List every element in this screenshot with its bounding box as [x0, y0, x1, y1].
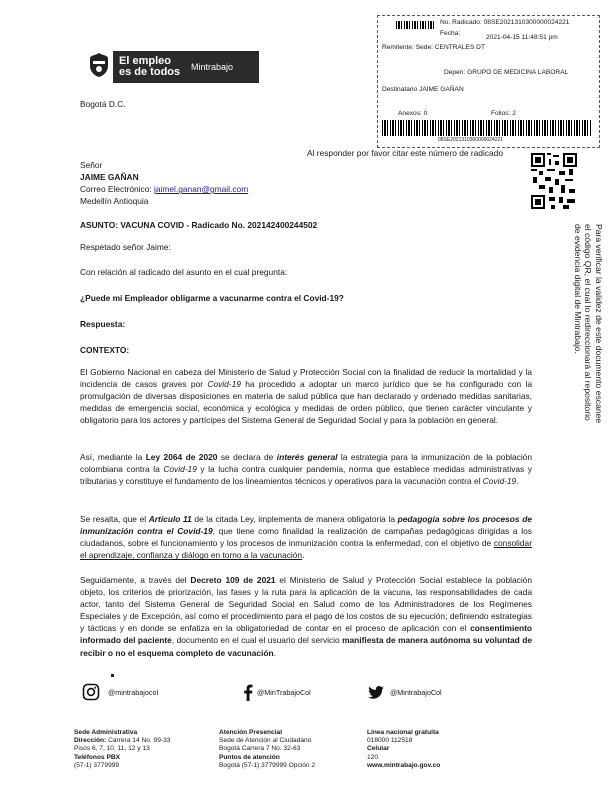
footer-col2-line3: Bogotá (57-1) 3779999 Opción 2 — [219, 761, 316, 769]
footer-puntos: Puntos de atención — [219, 753, 280, 761]
mark-dot — [111, 674, 114, 677]
footer-tel-label: Teléfonos PBX — [74, 753, 121, 761]
p2-interes: interés general — [276, 452, 338, 462]
verification-note — [546, 224, 604, 454]
question: ¿Puede mi Empleador obligarme a vacunarme contra el Covid-19? — [80, 293, 344, 303]
barcode-text: 08SE2021310300000024221 — [438, 137, 504, 143]
citar-note: Al responder por favor citar este número de radicado — [307, 148, 503, 158]
p1-text-a: El Gobierno Nacional en cabeza del Ministerio de Salud y Protección Social con la finalidad de reducir la mortalidad y la incidencia de casos graves por — [80, 367, 532, 390]
folios-label: Folios: — [491, 110, 511, 117]
letter-place: Bogotá D.C. — [80, 99, 126, 109]
footer-dir-value: Carrera 14 No. 99-33 — [108, 737, 171, 745]
footer-col1-title: Sede Administrativa — [74, 729, 138, 736]
p4-text-d: . — [273, 647, 276, 658]
fecha-value: 2021-04-15 11:48:51 pm — [486, 34, 558, 41]
verification-line-1: Para verificar la validez de este documento escanee — [594, 224, 604, 424]
email-label: Correo Electrónico: — [80, 184, 152, 195]
twitter-icon — [368, 686, 384, 699]
respuesta-heading: Respuesta: — [80, 319, 126, 329]
anexos-value: 0 — [423, 110, 428, 117]
p3-text-d: . — [302, 550, 305, 561]
p2-covid-1: Covid-19 — [163, 464, 197, 475]
p3-underlined: consolidar el aprendizaje, confianza y diálogo en torno a la vacunación — [80, 538, 532, 561]
p3-articulo: Artículo 11 — [148, 514, 192, 524]
verification-line-2: el código QR, el cual lo redireccionará al repositorio — [583, 224, 594, 421]
radicado-label: No. Radicado: — [440, 19, 482, 26]
p4-decreto: Decreto 109 de 2021 — [190, 575, 276, 585]
twitter-handle: @MintrabajoCol — [390, 688, 442, 697]
facebook-link[interactable] — [243, 684, 311, 701]
p2-text-a: Así, mediante la — [80, 452, 146, 462]
footer-col2-line1: Sede de Atención al Ciudadano — [219, 737, 312, 745]
radicado-value: 08SE2021310300000024221 — [483, 19, 570, 26]
p2-text-d: y la lucha contra cualquier pandemia, norma que establece medidas administrativas y tributarias y constituye el fundamento de los lineamientos técnicos y operativos para la vacunación contra el — [80, 464, 532, 487]
brand-slogan: El empleo es de todos — [119, 55, 181, 78]
footer-col2-title: Atención Presencial — [219, 729, 283, 736]
contexto-heading: CONTEXTO: — [80, 345, 130, 355]
p1-covid: Covid-19 — [207, 379, 241, 390]
radicado-stamp — [377, 15, 600, 148]
footer-tel-value: (57-1) 3779999 — [74, 761, 120, 769]
recipient-name: JAIME GAÑAN — [80, 172, 139, 183]
instagram-link[interactable] — [82, 683, 158, 701]
paragraph-4 — [80, 574, 532, 659]
footer-web-link[interactable]: www.mintrabajo.gov.co — [367, 761, 441, 769]
facebook-handle: @MinTrabajoCol — [257, 688, 311, 697]
footer-dir-label: Dirección: — [74, 737, 107, 745]
recipient-city: Medellín Antioquia — [80, 196, 149, 207]
stamp-small-barcode — [396, 21, 436, 29]
salutation-line: Señor — [80, 160, 103, 170]
greeting: Respetado señor Jaime: — [80, 242, 171, 252]
remitente: Remitente: Sede: CENTRALES DT — [382, 44, 485, 51]
colombia-crest-icon — [88, 52, 110, 78]
paragraph-2 — [80, 451, 532, 487]
footer-col3-line1: 018000 112518 — [367, 737, 413, 745]
p4-consentimiento: consentimiento informado del paciente — [80, 623, 532, 646]
email-link[interactable]: jaimel.ganan@gmail.com — [154, 184, 249, 195]
intro-text: Con relación al radicado del asunto en el cual pregunta: — [80, 267, 288, 277]
verification-line-3: de evidencia digital de Mintrabajo. — [573, 224, 583, 354]
p3-pedagogia: pedagogía sobre los procesos de inmunización contra el Covid-19 — [80, 514, 532, 537]
facebook-icon — [243, 684, 253, 701]
anexos-label: Anexos: — [398, 110, 422, 117]
p4-text-b: el Ministerio de Salud y Protección Social establece la población objeto, los criterios de priorización, las fases y la ruta para la aplicación de la vacuna, las responsabilidades de cada actor, tanto del Sistema General de Seguridad Social en Salud como de los Administradores de los Regímenes Especiales y de Excepción, así como el procedimiento para el pago de los costos de su ejecución; definiendo estrategias y tácticas y en donde se enfatiza en la obligatoriedad de contar en el proceso de aplicación con el — [80, 575, 532, 634]
instagram-handle: @mintrabajocol — [108, 687, 159, 697]
p4-text-c: , documento en el cual el usuario del servicio — [171, 635, 343, 646]
p4-manifiesta: manifiesta de manera autónoma su voluntad de recibir o no el esquema completo de vacunación — [80, 635, 532, 658]
fecha-label: Fecha: — [440, 30, 461, 37]
p3-text-b: de la citada Ley, implementa de manera obligatoria la — [191, 514, 398, 524]
footer-pisos: Pisos 6, 7, 10, 11, 12 y 13 — [74, 745, 150, 753]
footer-sede-administrativa — [74, 729, 170, 770]
p3-text-a: Se resalta, que el — [80, 514, 149, 524]
destinatario: Destinatario JAIME GAÑAN — [382, 86, 464, 93]
radicado-barcode — [382, 120, 592, 136]
footer-col3-title: Línea nacional gratuita — [367, 729, 439, 736]
footer-atencion-presencial — [219, 729, 315, 770]
qr-code[interactable] — [531, 153, 577, 209]
footer-celular: Celular — [367, 745, 390, 753]
folios-value: 2 — [512, 110, 516, 117]
p2-text-b: se declara de — [217, 452, 277, 462]
p2-law: Ley 2064 de 2020 — [145, 452, 218, 462]
p2-text-c: la estrategia para la inmunización de la población colombiana contra la — [80, 452, 532, 475]
brand-ministry: Mintrabajo — [191, 62, 234, 72]
twitter-link[interactable] — [368, 686, 442, 699]
footer-linea-nacional — [367, 729, 440, 770]
instagram-icon — [82, 683, 100, 701]
recipient-block — [80, 159, 248, 207]
p2-covid-2: Covid-19 — [482, 476, 517, 487]
subject-line: ASUNTO: VACUNA COVID - Radicado No. 202142400244502 — [80, 220, 318, 230]
depen: Depen: GRUPO DE MEDICINA LABORAL — [444, 69, 569, 76]
footer-col2-line2: Bogotá Carrera 7 No. 32-63 — [219, 745, 301, 753]
p4-text-a: Seguidamente, a través del — [80, 575, 191, 585]
p1-text-b: ha procedido a adoptar un marco jurídico que se ha configurado con la promulgación de diversas disposiciones en materia de salud pública que han declarado y ordenado medidas sanitarias, medidas de emergencia social, económica y ecológica y medidas de orden público, que tienen carácter vinculante y obligatorio para los actores y partícipes del Sistema General de Seguridad Social y para la población en general. — [80, 379, 532, 426]
p3-text-c: , que tiene como finalidad la realización de campañas pedagógicas dirigidas a los ciudadanos, sobre el funcionamiento y los procesos de inmunización contra la enfermedad, con el objetivo de — [80, 526, 532, 549]
footer-col3-line2: 120 — [367, 753, 379, 761]
brand-banner — [113, 51, 259, 83]
p2-text-e: . — [516, 476, 519, 487]
paragraph-1 — [80, 366, 532, 426]
paragraph-3 — [80, 513, 532, 561]
